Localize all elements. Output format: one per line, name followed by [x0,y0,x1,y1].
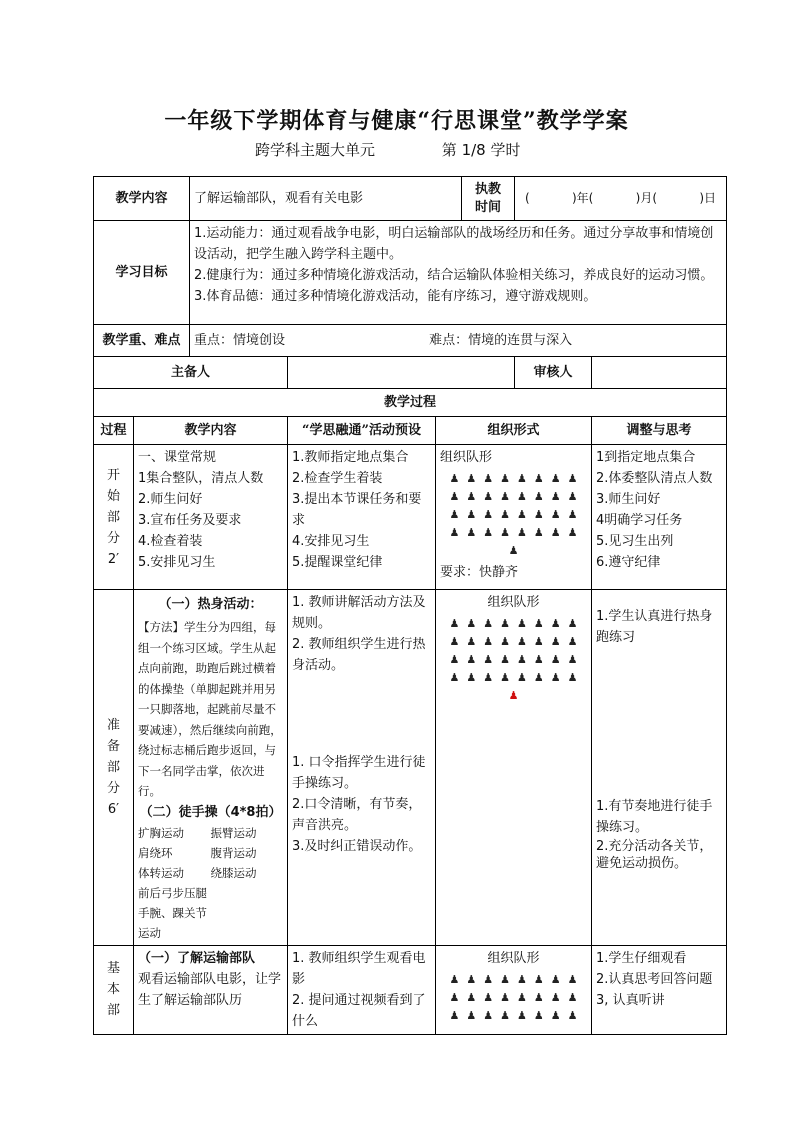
formation-row: ♟ ♟ ♟ ♟ ♟ ♟ ♟ ♟ [449,490,578,503]
start-reflection: 1到指定地点集合 2.体委整队清点人数 3.师生问好 4明确学习任务 5.见习生出列 6.遵守纪律 [592,445,727,590]
formation-requirement: 要求：快静齐 [440,565,519,580]
warmup-title: （一）热身活动： [158,597,263,612]
goals-list [190,221,727,325]
prep-reflection: 1.学生认真进行热身跑练习 1.有节奏地进行徒手操练习。 2.充分活动各关节，避免运动损伤。 [592,590,727,946]
date-open: ( [525,191,530,205]
formation-row: ♟ ♟ ♟ ♟ ♟ ♟ ♟ ♟ [449,617,578,630]
unit-label: 跨学科主题大单元 [255,141,376,159]
goals-label: 学习目标 [94,221,190,325]
goal-item: 2.健康行为：通过多种情境化游戏活动，结合运输队体验相关练习，养成良好的运动习惯。 [194,268,714,283]
prep-organization [436,590,592,946]
time-label-2: 时间 [475,199,502,215]
formation-title: 组织队形 [440,450,493,465]
reviewer-label: 审核人 [515,357,592,389]
prep-activity: 1. 教师讲解活动方法及规则。 2. 教师组织学生进行热身活动。 1. 口令指挥学生进行徒手操练习。 2.口令清晰，有节奏，声音洪亮。 3.及时纠正错误动作。 [288,590,436,946]
goal-item: 1.运动能力：通过观看战争电影，明白运输部队的战场经历和任务。通过分享故事和情境创设活动，把学生融入跨学科主题中。 [194,226,714,262]
formation-row: ♟ ♟ ♟ ♟ ♟ ♟ ♟ ♟ [449,671,578,684]
formation-row: ♟ ♟ ♟ ♟ ♟ ♟ ♟ ♟ [449,653,578,666]
basic-content [134,945,288,1034]
basic-activity: 1. 教师组织学生观看电影 2. 提问通过视频看到了什么 [288,945,436,1034]
preparer-value[interactable] [288,357,515,389]
header-organization: 组织形式 [436,417,592,445]
subtitle [255,139,520,160]
reviewer-value[interactable] [592,357,727,389]
basic-content-text: 观看运输部队电影，让学生了解运输部队历 [138,971,282,1008]
basic-reflection: 1.学生仔细观看 2.认真思考回答问题 3, 认真听讲 [592,945,727,1034]
difficult-point: 难点：情境的连贯与深入 [429,333,573,348]
stage-prep: 准 备 部 分 6′ [94,590,134,946]
exercise-title: （二）徒手操（4*8拍） [139,804,282,820]
stage-start: 开 始 部 分 2′ [94,445,134,590]
start-organization [436,445,592,590]
formation-row: ♟ ♟ ♟ ♟ ♟ ♟ ♟ ♟ [449,508,578,521]
start-activity: 1.教师指定地点集合 2.检查学生着装 3.提出本节课任务和要求 4.安排见习生 5.提醒课堂纪律 [288,445,436,590]
period-label: 第 1/8 学时 [441,141,521,159]
formation-row: ♟ ♟ ♟ ♟ ♟ ♟ ♟ ♟ [449,526,578,539]
page-title: 一年级下学期体育与健康“行思课堂”教学学案 [164,108,629,134]
lesson-content: 了解运输部队，观看有关电影 [190,177,462,221]
basic-organization [436,945,592,1034]
date-year: )年( [572,191,594,205]
warmup-method: 【方法】学生分为四组，每组一个练习区域。学生从起点向前跑，助跑后跳过横着的体操垫（单脚起跳并用另一只脚落地，起跳前尽量不要减速），然后继续向前跑，绕过标志桶后跑步返回，与下一名同学击掌，依次进行。 [138,620,282,798]
stage-basic: 基 本 部 [94,945,134,1034]
date-field[interactable] [515,177,727,221]
date-day: )日 [699,191,716,205]
exercise-list: 扩胸运动 振臂运动 肩绕环 腹背运动 体转运动 绕膝运动 前后弓步压腿 手腕、踝关节运动 [138,825,257,940]
formation-row: ♟ ♟ ♟ ♟ ♟ ♟ ♟ ♟ [449,972,578,986]
time-label-1: 执教 [475,181,502,197]
teacher-marker: ♟ [508,689,519,702]
start-content: 一、课堂常规 1集合整队，清点人数 2.师生问好 3.宣布任务及要求 4.检查着装 5.安排见习生 [134,445,288,590]
formation-diagram [440,472,587,562]
key-point: 重点：情境创设 [194,333,286,348]
formation-row: ♟ ♟ ♟ ♟ ♟ ♟ ♟ ♟ [449,990,578,1004]
content-label: 教学内容 [94,177,190,221]
goal-item: 3.体育品德：通过多种情境化游戏活动，能有序练习，遵守游戏规则。 [194,289,597,304]
teacher-marker: ♟ [508,544,519,557]
basic-content-title: （一）了解运输部队 [138,950,256,966]
formation-row: ♟ ♟ ♟ ♟ ♟ ♟ ♟ ♟ [449,1008,578,1022]
formation-row: ♟ ♟ ♟ ♟ ♟ ♟ ♟ ♟ [449,472,578,485]
formation-title: 组织队形 [487,950,540,966]
time-label [462,177,515,221]
formation-row: ♟ ♟ ♟ ♟ ♟ ♟ ♟ ♟ [449,635,578,648]
key-points [190,325,727,357]
header-stage: 过程 [94,417,134,445]
header-activity: “学思融通”活动预设 [288,417,436,445]
key-points-label: 教学重、难点 [94,325,190,357]
header-content: 教学内容 [134,417,288,445]
header-reflection: 调整与思考 [592,417,727,445]
date-month: )月( [635,191,658,205]
formation-diagram [440,973,587,1027]
prep-content [134,590,288,946]
lesson-plan-table [93,176,727,1035]
process-label: 教学过程 [94,389,727,417]
formation-title: 组织队形 [487,595,540,610]
preparer-label: 主备人 [94,357,288,389]
formation-diagram [440,617,587,707]
